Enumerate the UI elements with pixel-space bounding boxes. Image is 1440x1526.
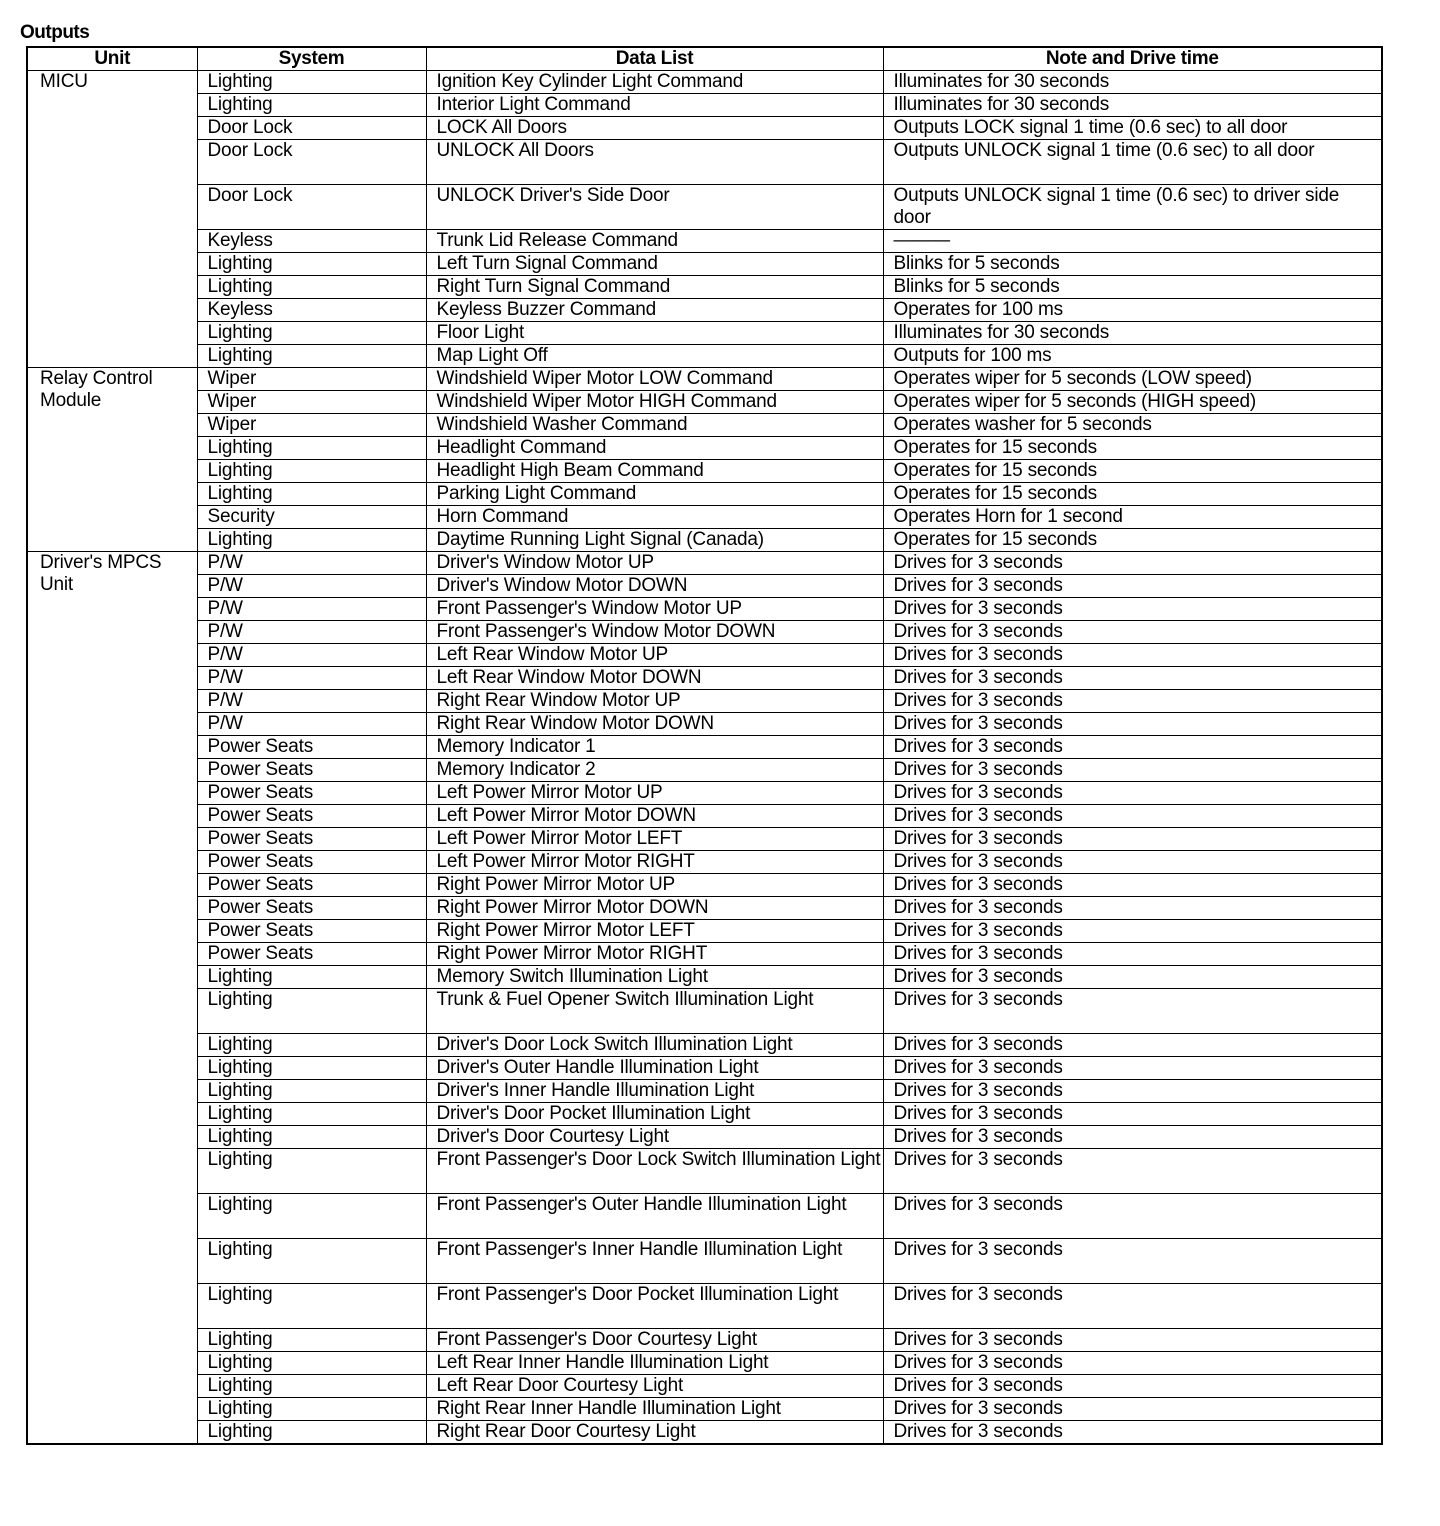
system-cell: Lighting — [197, 1239, 426, 1284]
data-list-cell: Interior Light Command — [426, 94, 883, 117]
data-list-cell: Front Passenger's Door Pocket Illumination Light — [426, 1284, 883, 1329]
section-title: Outputs — [20, 22, 90, 43]
data-list-cell: Right Power Mirror Motor LEFT — [426, 920, 883, 943]
data-list-cell: Left Turn Signal Command — [426, 253, 883, 276]
table-row — [27, 575, 1382, 598]
system-cell: Lighting — [197, 1103, 426, 1126]
note-cell: Outputs for 100 ms — [883, 345, 1382, 368]
table-row — [27, 782, 1382, 805]
table-body — [27, 71, 1382, 1445]
system-cell: Lighting — [197, 1352, 426, 1375]
note-cell: Drives for 3 seconds — [883, 690, 1382, 713]
data-list-cell: Windshield Wiper Motor HIGH Command — [426, 391, 883, 414]
system-cell: Power Seats — [197, 736, 426, 759]
table-row — [27, 1284, 1382, 1329]
data-list-cell: Front Passenger's Inner Handle Illumination Light — [426, 1239, 883, 1284]
note-cell: Blinks for 5 seconds — [883, 253, 1382, 276]
data-list-cell: Left Power Mirror Motor LEFT — [426, 828, 883, 851]
table-row — [27, 851, 1382, 874]
system-cell: P/W — [197, 690, 426, 713]
note-cell: Drives for 3 seconds — [883, 1103, 1382, 1126]
system-cell: Lighting — [197, 1284, 426, 1329]
system-cell: Power Seats — [197, 897, 426, 920]
system-cell: Power Seats — [197, 805, 426, 828]
data-list-cell: Keyless Buzzer Command — [426, 299, 883, 322]
table-row — [27, 94, 1382, 117]
note-cell: Drives for 3 seconds — [883, 1398, 1382, 1421]
note-cell: ——— — [883, 230, 1382, 253]
note-cell: Illuminates for 30 seconds — [883, 322, 1382, 345]
data-list-cell: Front Passenger's Window Motor DOWN — [426, 621, 883, 644]
table-row — [27, 1398, 1382, 1421]
note-cell: Drives for 3 seconds — [883, 805, 1382, 828]
note-cell: Drives for 3 seconds — [883, 782, 1382, 805]
note-cell: Drives for 3 seconds — [883, 1239, 1382, 1284]
table-row — [27, 1329, 1382, 1352]
data-list-cell: Front Passenger's Door Courtesy Light — [426, 1329, 883, 1352]
table-row — [27, 1103, 1382, 1126]
table-row — [27, 828, 1382, 851]
system-cell: Lighting — [197, 345, 426, 368]
note-cell: Operates washer for 5 seconds — [883, 414, 1382, 437]
system-cell: Lighting — [197, 94, 426, 117]
note-cell: Drives for 3 seconds — [883, 1284, 1382, 1329]
data-list-cell: Right Rear Inner Handle Illumination Light — [426, 1398, 883, 1421]
data-list-cell: Ignition Key Cylinder Light Command — [426, 71, 883, 94]
data-list-cell: Left Rear Window Motor DOWN — [426, 667, 883, 690]
table-row — [27, 483, 1382, 506]
system-cell: Power Seats — [197, 828, 426, 851]
note-cell: Drives for 3 seconds — [883, 920, 1382, 943]
table-row — [27, 368, 1382, 391]
table-row — [27, 598, 1382, 621]
data-list-cell: Trunk Lid Release Command — [426, 230, 883, 253]
data-list-cell: Left Rear Inner Handle Illumination Light — [426, 1352, 883, 1375]
system-cell: Lighting — [197, 1421, 426, 1445]
data-list-cell: Right Rear Window Motor DOWN — [426, 713, 883, 736]
data-list-cell: UNLOCK Driver's Side Door — [426, 185, 883, 230]
data-list-cell: Front Passenger's Door Lock Switch Illumination Light — [426, 1149, 883, 1194]
data-list-cell: Windshield Wiper Motor LOW Command — [426, 368, 883, 391]
note-cell: Drives for 3 seconds — [883, 1034, 1382, 1057]
system-cell: Lighting — [197, 1057, 426, 1080]
note-cell: Drives for 3 seconds — [883, 736, 1382, 759]
system-cell: P/W — [197, 552, 426, 575]
system-cell: Wiper — [197, 368, 426, 391]
note-cell: Drives for 3 seconds — [883, 1329, 1382, 1352]
note-cell: Drives for 3 seconds — [883, 667, 1382, 690]
table-row — [27, 1239, 1382, 1284]
system-cell: Lighting — [197, 1080, 426, 1103]
table-row — [27, 805, 1382, 828]
note-cell: Drives for 3 seconds — [883, 1057, 1382, 1080]
table-row — [27, 1149, 1382, 1194]
table-row — [27, 299, 1382, 322]
note-cell: Outputs UNLOCK signal 1 time (0.6 sec) to driver side door — [883, 185, 1382, 230]
table-row — [27, 253, 1382, 276]
system-cell: P/W — [197, 644, 426, 667]
data-list-cell: Headlight High Beam Command — [426, 460, 883, 483]
data-list-cell: LOCK All Doors — [426, 117, 883, 140]
note-cell: Drives for 3 seconds — [883, 989, 1382, 1034]
data-list-cell: Daytime Running Light Signal (Canada) — [426, 529, 883, 552]
system-cell: Power Seats — [197, 874, 426, 897]
note-cell: Operates Horn for 1 second — [883, 506, 1382, 529]
system-cell: Lighting — [197, 437, 426, 460]
data-list-cell: Horn Command — [426, 506, 883, 529]
system-cell: Lighting — [197, 71, 426, 94]
table-row — [27, 276, 1382, 299]
system-cell: Security — [197, 506, 426, 529]
system-cell: Lighting — [197, 1149, 426, 1194]
data-list-cell: Right Rear Window Motor UP — [426, 690, 883, 713]
data-list-cell: Front Passenger's Outer Handle Illumination Light — [426, 1194, 883, 1239]
system-cell: Lighting — [197, 1194, 426, 1239]
system-cell: Lighting — [197, 966, 426, 989]
table-row — [27, 1352, 1382, 1375]
note-cell: Drives for 3 seconds — [883, 621, 1382, 644]
table-row — [27, 713, 1382, 736]
note-cell: Drives for 3 seconds — [883, 598, 1382, 621]
data-list-cell: Left Rear Door Courtesy Light — [426, 1375, 883, 1398]
note-cell: Drives for 3 seconds — [883, 1194, 1382, 1239]
table-row — [27, 966, 1382, 989]
table-row — [27, 1057, 1382, 1080]
data-list-cell: Driver's Door Courtesy Light — [426, 1126, 883, 1149]
note-cell: Operates for 100 ms — [883, 299, 1382, 322]
note-cell: Drives for 3 seconds — [883, 644, 1382, 667]
table-row — [27, 920, 1382, 943]
data-list-cell: UNLOCK All Doors — [426, 140, 883, 185]
data-list-cell: Memory Switch Illumination Light — [426, 966, 883, 989]
data-list-cell: Left Power Mirror Motor DOWN — [426, 805, 883, 828]
note-cell: Drives for 3 seconds — [883, 1080, 1382, 1103]
data-list-cell: Driver's Inner Handle Illumination Light — [426, 1080, 883, 1103]
note-cell: Outputs LOCK signal 1 time (0.6 sec) to all door — [883, 117, 1382, 140]
data-list-cell: Map Light Off — [426, 345, 883, 368]
system-cell: P/W — [197, 598, 426, 621]
table-row — [27, 71, 1382, 94]
table-row — [27, 185, 1382, 230]
data-list-cell: Right Power Mirror Motor RIGHT — [426, 943, 883, 966]
table-row — [27, 322, 1382, 345]
data-list-cell: Parking Light Command — [426, 483, 883, 506]
system-cell: Power Seats — [197, 943, 426, 966]
table-row — [27, 391, 1382, 414]
system-cell: Power Seats — [197, 920, 426, 943]
table-row — [27, 759, 1382, 782]
data-list-cell: Left Rear Window Motor UP — [426, 644, 883, 667]
system-cell: Lighting — [197, 1034, 426, 1057]
table-row — [27, 644, 1382, 667]
data-list-cell: Left Power Mirror Motor UP — [426, 782, 883, 805]
system-cell: Lighting — [197, 989, 426, 1034]
table-row — [27, 1421, 1382, 1445]
note-cell: Operates for 15 seconds — [883, 483, 1382, 506]
note-cell: Drives for 3 seconds — [883, 874, 1382, 897]
system-cell: Door Lock — [197, 185, 426, 230]
table-row — [27, 897, 1382, 920]
table-row — [27, 874, 1382, 897]
header-row — [27, 47, 1382, 71]
data-list-cell: Front Passenger's Window Motor UP — [426, 598, 883, 621]
table-row — [27, 1080, 1382, 1103]
system-cell: P/W — [197, 667, 426, 690]
note-cell: Drives for 3 seconds — [883, 1375, 1382, 1398]
data-list-cell: Driver's Outer Handle Illumination Light — [426, 1057, 883, 1080]
data-list-cell: Memory Indicator 2 — [426, 759, 883, 782]
table-row — [27, 621, 1382, 644]
note-cell: Drives for 3 seconds — [883, 1421, 1382, 1445]
system-cell: Lighting — [197, 483, 426, 506]
note-cell: Illuminates for 30 seconds — [883, 94, 1382, 117]
note-cell: Operates for 15 seconds — [883, 460, 1382, 483]
outputs-table — [26, 46, 1383, 1445]
data-list-cell: Right Power Mirror Motor DOWN — [426, 897, 883, 920]
table-row — [27, 667, 1382, 690]
note-cell: Drives for 3 seconds — [883, 713, 1382, 736]
data-list-cell: Driver's Window Motor DOWN — [426, 575, 883, 598]
data-list-cell: Floor Light — [426, 322, 883, 345]
data-list-cell: Windshield Washer Command — [426, 414, 883, 437]
table-row — [27, 943, 1382, 966]
table-row — [27, 117, 1382, 140]
note-cell: Drives for 3 seconds — [883, 759, 1382, 782]
system-cell: Lighting — [197, 253, 426, 276]
unit-cell: Driver's MPCS Unit — [27, 552, 197, 1445]
header-data-list: Data List — [426, 47, 883, 71]
system-cell: Power Seats — [197, 759, 426, 782]
note-cell: Drives for 3 seconds — [883, 851, 1382, 874]
system-cell: P/W — [197, 575, 426, 598]
system-cell: Keyless — [197, 299, 426, 322]
system-cell: Lighting — [197, 1398, 426, 1421]
table-row — [27, 529, 1382, 552]
data-list-cell: Driver's Door Lock Switch Illumination Light — [426, 1034, 883, 1057]
system-cell: Power Seats — [197, 851, 426, 874]
header-unit: Unit — [27, 47, 197, 71]
note-cell: Drives for 3 seconds — [883, 897, 1382, 920]
note-cell: Operates wiper for 5 seconds (LOW speed) — [883, 368, 1382, 391]
system-cell: Door Lock — [197, 140, 426, 185]
system-cell: Door Lock — [197, 117, 426, 140]
system-cell: P/W — [197, 621, 426, 644]
data-list-cell: Driver's Window Motor UP — [426, 552, 883, 575]
note-cell: Operates for 15 seconds — [883, 529, 1382, 552]
system-cell: Wiper — [197, 391, 426, 414]
note-cell: Drives for 3 seconds — [883, 828, 1382, 851]
note-cell: Outputs UNLOCK signal 1 time (0.6 sec) to all door — [883, 140, 1382, 185]
data-list-cell: Driver's Door Pocket Illumination Light — [426, 1103, 883, 1126]
table-row — [27, 506, 1382, 529]
system-cell: Lighting — [197, 276, 426, 299]
data-list-cell: Memory Indicator 1 — [426, 736, 883, 759]
table-row — [27, 230, 1382, 253]
data-list-cell: Right Power Mirror Motor UP — [426, 874, 883, 897]
table-row — [27, 690, 1382, 713]
header-note-drive-time: Note and Drive time — [883, 47, 1382, 71]
table-row — [27, 552, 1382, 575]
table-row — [27, 1194, 1382, 1239]
unit-cell: Relay Control Module — [27, 368, 197, 552]
system-cell: Lighting — [197, 1329, 426, 1352]
table-row — [27, 437, 1382, 460]
data-list-cell: Left Power Mirror Motor RIGHT — [426, 851, 883, 874]
system-cell: Wiper — [197, 414, 426, 437]
note-cell: Drives for 3 seconds — [883, 1149, 1382, 1194]
data-list-cell: Headlight Command — [426, 437, 883, 460]
note-cell: Blinks for 5 seconds — [883, 276, 1382, 299]
table-row — [27, 1375, 1382, 1398]
note-cell: Drives for 3 seconds — [883, 966, 1382, 989]
data-list-cell: Trunk & Fuel Opener Switch Illumination Light — [426, 989, 883, 1034]
table-row — [27, 140, 1382, 185]
unit-cell: MICU — [27, 71, 197, 368]
note-cell: Drives for 3 seconds — [883, 943, 1382, 966]
table-row — [27, 1034, 1382, 1057]
note-cell: Drives for 3 seconds — [883, 1126, 1382, 1149]
system-cell: Lighting — [197, 1375, 426, 1398]
system-cell: Lighting — [197, 1126, 426, 1149]
table-row — [27, 736, 1382, 759]
table-row — [27, 345, 1382, 368]
note-cell: Operates wiper for 5 seconds (HIGH speed) — [883, 391, 1382, 414]
system-cell: Lighting — [197, 529, 426, 552]
note-cell: Operates for 15 seconds — [883, 437, 1382, 460]
data-list-cell: Right Turn Signal Command — [426, 276, 883, 299]
note-cell: Illuminates for 30 seconds — [883, 71, 1382, 94]
note-cell: Drives for 3 seconds — [883, 552, 1382, 575]
data-list-cell: Right Rear Door Courtesy Light — [426, 1421, 883, 1445]
system-cell: Lighting — [197, 460, 426, 483]
table-row — [27, 460, 1382, 483]
note-cell: Drives for 3 seconds — [883, 1352, 1382, 1375]
header-system: System — [197, 47, 426, 71]
table-row — [27, 414, 1382, 437]
note-cell: Drives for 3 seconds — [883, 575, 1382, 598]
system-cell: Power Seats — [197, 782, 426, 805]
system-cell: P/W — [197, 713, 426, 736]
table-row — [27, 989, 1382, 1034]
system-cell: Keyless — [197, 230, 426, 253]
table-row — [27, 1126, 1382, 1149]
system-cell: Lighting — [197, 322, 426, 345]
